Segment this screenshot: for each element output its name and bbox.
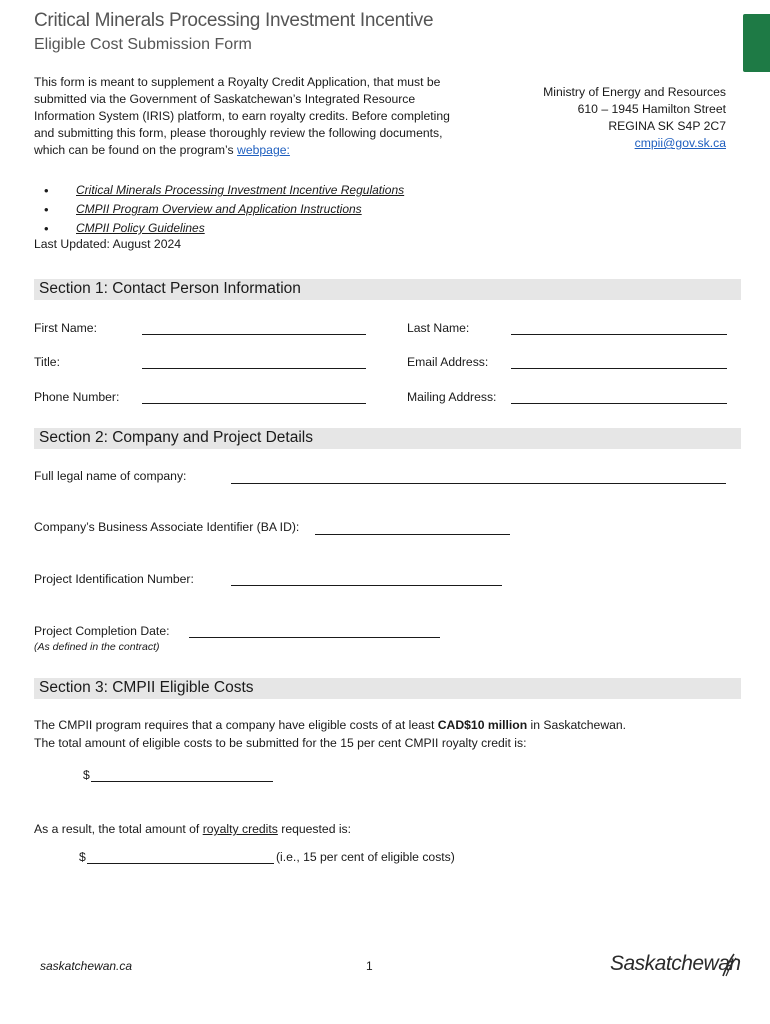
first-name-label: First Name: (34, 321, 97, 335)
section-2-title: Section 2: Company and Project Details (39, 429, 313, 446)
dollar-sign: $ (79, 850, 86, 864)
document-item[interactable]: • CMPII Policy Guidelines (44, 219, 404, 238)
eligible-costs-instruction: The total amount of eligible costs to be submitted for the 15 per cent CMPII royalty credit is: (34, 736, 527, 750)
form-title: Critical Minerals Processing Investment Incentive (34, 10, 434, 31)
title-field[interactable] (142, 368, 366, 369)
first-name-field[interactable] (142, 334, 366, 335)
document-item[interactable]: • CMPII Program Overview and Application Instructions (44, 200, 404, 219)
eligible-costs-field[interactable] (91, 781, 273, 782)
phone-field[interactable] (142, 403, 366, 404)
eligible-costs-paragraph: The CMPII program requires that a company have eligible costs of at least CAD$10 million in Saskatchewan. The total amount of eligible costs to be submitted for the 15 per cent CMPII royalty credit is: (34, 718, 627, 750)
royalty-credit-paragraph: As a result, the total amount of royalty credits requested is: (34, 822, 352, 836)
completion-date-field[interactable] (189, 637, 440, 638)
company-name-label: Full legal name of company: (34, 469, 187, 483)
title-label: Title: (34, 355, 60, 369)
company-name-field[interactable] (231, 483, 726, 484)
wheat-icon (720, 952, 738, 978)
royalty-credits-term: royalty credits (202, 822, 278, 836)
phone-label: Phone Number: (34, 390, 120, 404)
project-id-label: Project Identification Number: (34, 572, 194, 586)
email-field[interactable] (511, 368, 727, 369)
section-1-title: Section 1: Contact Person Information (39, 280, 301, 297)
ba-id-field[interactable] (315, 534, 510, 535)
royalty-credit-field[interactable] (87, 863, 274, 864)
completion-date-note: (As defined in the contract) (34, 641, 160, 653)
project-id-field[interactable] (231, 585, 502, 586)
section-1-header (34, 279, 741, 300)
document-list (44, 181, 404, 238)
ministry-name: Ministry of Energy and Resources (543, 85, 726, 99)
section-3-header (34, 678, 741, 699)
last-name-field[interactable] (511, 334, 727, 335)
last-updated: Last Updated: August 2024 (34, 237, 182, 251)
mailing-address-label: Mailing Address: (407, 390, 497, 404)
document-item[interactable]: • Critical Minerals Processing Investment Incentive Regulations (44, 181, 404, 200)
footer-website: saskatchewan.ca (40, 959, 133, 973)
last-name-label: Last Name: (407, 321, 470, 335)
section-2-header (34, 428, 741, 449)
saskatchewan-logo: Saskatchewan (610, 952, 741, 975)
mailing-address-field[interactable] (511, 403, 727, 404)
email-label: Email Address: (407, 355, 489, 369)
ba-id-label: Company’s Business Associate Identifier (BA ID): (34, 520, 300, 534)
royalty-credit-note: (i.e., 15 per cent of eligible costs) (276, 850, 455, 864)
brand-tab (743, 14, 770, 72)
minimum-amount: CAD$10 million (437, 718, 528, 732)
page-number: 1 (366, 959, 373, 973)
intro-paragraph (34, 74, 459, 159)
completion-date-label: Project Completion Date: (34, 624, 170, 638)
dollar-sign: $ (83, 768, 90, 782)
ministry-street: 610 – 1945 Hamilton Street (577, 102, 726, 116)
ministry-address (543, 84, 726, 152)
webpage-link[interactable]: webpage: (237, 143, 290, 157)
form-subtitle: Eligible Cost Submission Form (34, 36, 252, 53)
section-3-title: Section 3: CMPII Eligible Costs (39, 679, 254, 696)
ministry-email-link[interactable]: cmpii@gov.sk.ca (634, 136, 726, 150)
intro-text: This form is meant to supplement a Royalty Credit Application, that must be submitted via the Government of Saskatchewan’s Integrated Resource Information System (IRIS) platform, to earn royalty credits. Before completing and submitting this form, please thoroughly review the following documents, which can be found on the program’s (34, 75, 450, 157)
ministry-city: REGINA SK S4P 2C7 (608, 119, 726, 133)
